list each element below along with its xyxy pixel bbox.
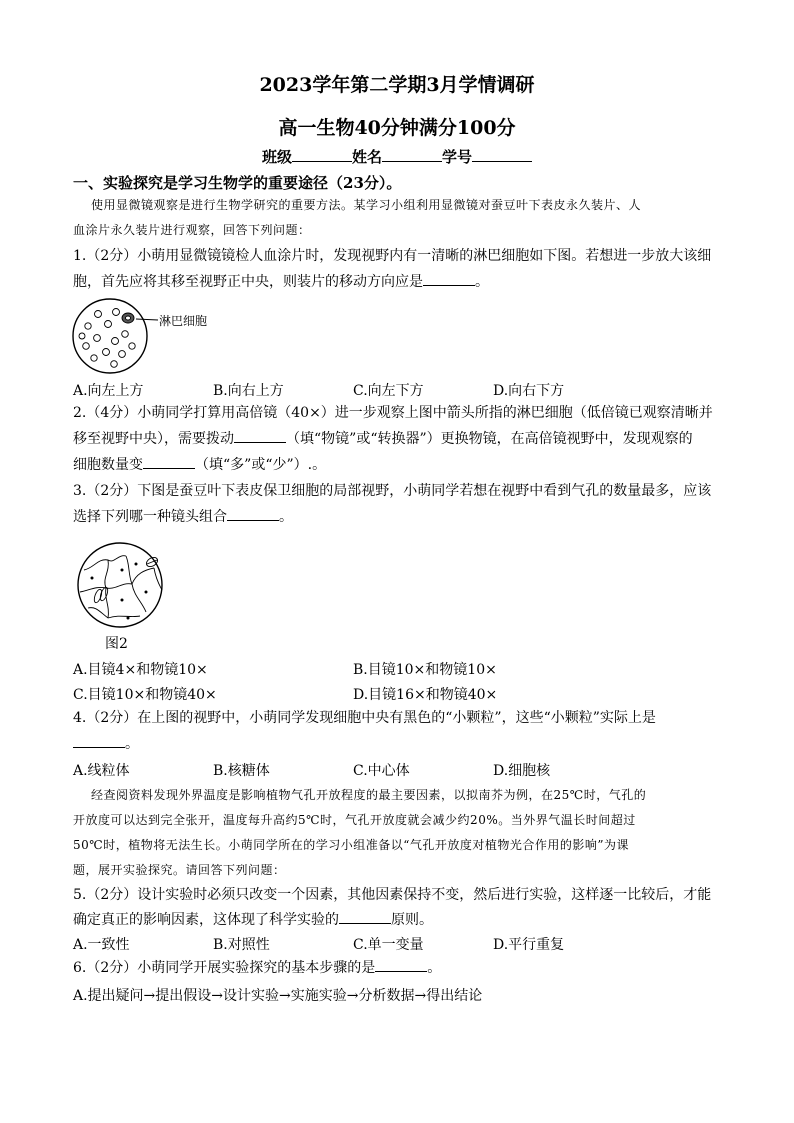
q6-end: 。 <box>427 960 442 976</box>
class-label: 班级 <box>261 148 292 166</box>
figure-2-caption: 图2 <box>105 636 128 652</box>
intro-line-2: 血涂片永久装片进行观察，回答下列问题： <box>73 223 311 237</box>
q2-line-2-rest: （填“物镜”或“转换器”）更换物镜，在高倍镜视野中，发现观察的 <box>286 431 693 447</box>
q2-answer-blank-2[interactable] <box>143 456 195 469</box>
q6-option-a[interactable]: A.提出疑问→提出假设→设计实验→实施实验→分析数据→得出结论 <box>73 988 483 1004</box>
q1-end: 。 <box>475 274 489 290</box>
q4-line-1: 4.（2分）在上图的视野中，小萌同学发现细胞中央有黑色的“小颗粒”，这些“小颗粒”实际上是 <box>73 710 656 726</box>
id-label: 学号 <box>442 148 473 166</box>
intro-line-1: 使用显微镜观察是进行生物学研究的重要方法。某学习小组利用显微镜对蚕豆叶下表皮永久装片、人 <box>91 198 642 212</box>
q2-line-3 <box>73 453 326 477</box>
q5-option-a[interactable]: A.一致性 <box>73 937 130 953</box>
q2-answer-blank-1[interactable] <box>234 430 286 443</box>
name-blank[interactable] <box>382 147 442 162</box>
q3-option-a[interactable]: A.目镜4×和物镜10× <box>73 662 208 678</box>
q1-answer-blank[interactable] <box>423 273 475 286</box>
q3-end: 。 <box>279 509 293 525</box>
name-label: 姓名 <box>351 148 382 166</box>
q4-option-d[interactable]: D.细胞核 <box>493 763 551 779</box>
q1-line-2 <box>73 270 489 294</box>
intro2-line-4: 题，展开实验探究。请回答下列问题： <box>73 863 286 877</box>
intro2-line-1: 经查阅资料发现外界温度是影响植物气孔开放程度的最主要因素，以拟南芥为例，在25℃时，气孔的 <box>91 788 647 802</box>
q2-line-2-text: 移至视野中央），需要拨动 <box>73 431 234 447</box>
q5-line-2-text: 确定真正的影响因素，这体现了科学实验的 <box>73 912 339 928</box>
q5-option-d[interactable]: D.平行重复 <box>493 937 565 953</box>
class-blank[interactable] <box>292 147 352 162</box>
q2-line-2 <box>73 427 693 451</box>
exam-subtitle: 高一生物40分钟满分100分 <box>278 117 516 139</box>
q4-answer-blank[interactable] <box>73 735 125 748</box>
q1-option-b[interactable]: B.向右上方 <box>213 383 284 399</box>
section-heading: 一、实验探究是学习生物学的重要途径（23分）。 <box>73 174 402 192</box>
q5-option-b[interactable]: B.对照性 <box>213 937 270 953</box>
q5-line-1: 5.（2分）设计实验时必须只改变一个因素，其他因素保持不变，然后进行实验，这样逐一比较后，才能 <box>73 887 712 903</box>
q2-line-3-text: 细胞数量变 <box>73 457 143 473</box>
q3-line-1: 3.（2分）下图是蚕豆叶下表皮保卫细胞的局部视野，小萌同学若想在视野中看到气孔的数量最多，应该 <box>73 483 712 499</box>
q5-option-c[interactable]: C.单一变量 <box>353 937 424 953</box>
q3-option-d[interactable]: D.目镜16×和物镜40× <box>353 687 498 703</box>
q6-line-text: 6.（2分）小萌同学开展实验探究的基本步骤的是 <box>73 960 376 976</box>
q4-option-c[interactable]: C.中心体 <box>353 763 410 779</box>
q3-option-c[interactable]: C.目镜10×和物镜40× <box>73 687 217 703</box>
q1-option-c[interactable]: C.向左下方 <box>353 383 424 399</box>
q2-line-3-rest: （填“多”或“少”）.。 <box>195 457 327 473</box>
id-blank[interactable] <box>472 147 532 162</box>
q6-line-1 <box>73 956 441 980</box>
lymphocyte-figure <box>70 296 250 378</box>
q4-option-b[interactable]: B.核糖体 <box>213 763 270 779</box>
q3-option-b[interactable]: B.目镜10×和物镜10× <box>353 662 497 678</box>
student-info-line <box>0 146 794 167</box>
q5-line-2 <box>73 908 433 932</box>
lymphocyte-label: 淋巴细胞 <box>159 314 208 328</box>
q3-line-2-text: 选择下列哪一种镜头组合 <box>73 509 227 525</box>
q1-option-a[interactable]: A.向左上方 <box>73 383 144 399</box>
q1-option-d[interactable]: D.向右下方 <box>493 383 565 399</box>
q4-option-a[interactable]: A.线粒体 <box>73 763 130 779</box>
intro2-line-3: 50℃时，植物将无法生长。小萌同学所在的学习小组准备以“气孔开放度对植物光合作用的影响”为课 <box>73 838 629 852</box>
q2-line-1: 2.（4分）小萌同学打算用高倍镜（40×）进一步观察上图中箭头所指的淋巴细胞（低倍镜已观察清晰并 <box>73 405 713 421</box>
q1-line-2-text: 胞，首先应将其移至视野正中央，则装片的移动方向应是 <box>73 274 423 290</box>
q6-answer-blank[interactable] <box>375 959 427 972</box>
q5-end: 原则。 <box>391 912 433 928</box>
q5-answer-blank[interactable] <box>339 911 391 924</box>
q1-line-1: 1.（2分）小萌用显微镜镜检人血涂片时，发现视野内有一清晰的淋巴细胞如下图。若想进一步放大该细 <box>73 248 712 264</box>
q3-answer-blank[interactable] <box>227 508 279 521</box>
guard-cell-figure <box>74 540 174 636</box>
intro2-line-2: 开放度可以达到完全张开，温度每升高约5℃时，气孔开放度就会减少约20%。当外界气温长时间超过 <box>73 813 636 827</box>
exam-title: 2023学年第二学期3月学情调研 <box>259 74 535 96</box>
q4-line-2 <box>73 732 139 756</box>
q4-end: 。 <box>125 736 139 752</box>
q3-line-2 <box>73 505 293 529</box>
